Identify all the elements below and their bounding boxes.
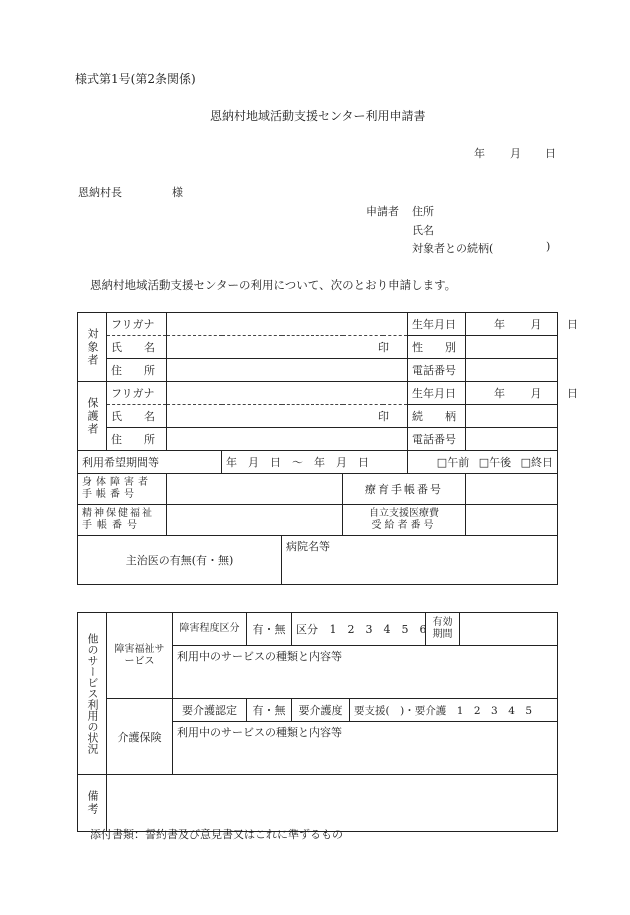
care-services-label: 利用中のサービスの種類と内容等 — [177, 726, 342, 739]
class-label: 区分 — [296, 623, 318, 636]
care-services-field[interactable] — [173, 722, 558, 775]
mental-book-line2: 手帳番号 — [82, 520, 142, 531]
month-mark: 月 — [530, 387, 542, 400]
year-mark: 年 — [494, 318, 506, 331]
day-mark: 日 — [567, 318, 579, 331]
care-level-label: 要介護度 — [292, 699, 350, 722]
guardian-address-field[interactable] — [167, 428, 408, 451]
guardian-section-label: 保護者 — [78, 382, 107, 451]
support-level-field[interactable]: 要支援( )・要介護 1 2 3 4 5 — [350, 699, 558, 722]
care-insurance-label: 介護保険 — [107, 699, 173, 775]
services-table — [77, 612, 558, 832]
disability-book-label — [78, 474, 167, 505]
applicant-address-label: 住所 — [412, 205, 434, 218]
mental-book-line1: 精神保健福祉 — [82, 508, 154, 519]
subject-address-label: 住 所 — [107, 359, 167, 382]
subject-birthdate-label: 生年月日 — [408, 313, 466, 336]
medical-line2: 受給者番号 — [371, 520, 437, 531]
guardian-relation-field[interactable] — [466, 405, 558, 428]
guardian-furigana-label: フリガナ — [107, 382, 167, 405]
hospital-field[interactable] — [282, 536, 558, 585]
subject-gender-label: 性 別 — [408, 336, 466, 359]
disability-level-label: 障害程度区分 — [173, 613, 247, 646]
allday-checkbox[interactable]: □ 終日 — [521, 456, 553, 469]
am-checkbox[interactable]: □ 午前 — [437, 456, 469, 469]
guardian-birthdate-label: 生年月日 — [408, 382, 466, 405]
date-month: 月 — [510, 147, 521, 160]
welfare-label: 障害福祉サービス — [107, 613, 173, 699]
addressee: 恩納村長 — [78, 186, 122, 199]
intro-text: 恩納村地域活動支援センターの利用について、次のとおり申請します。 — [90, 278, 457, 292]
guardian-phone-label: 電話番号 — [408, 428, 466, 451]
relation-close: ) — [546, 240, 551, 253]
subject-name-label: 氏 名 — [107, 336, 167, 359]
form-number: 様式第1号(第2条関係) — [75, 72, 196, 86]
applicant-label: 申請者 — [366, 205, 399, 218]
medical-label — [343, 505, 466, 536]
subject-furigana-field[interactable] — [167, 313, 408, 336]
doctor-label: 主治医の有無(有・無) — [78, 536, 282, 585]
welfare-services-label: 利用中のサービスの種類と内容等 — [177, 650, 342, 663]
mental-book-field[interactable] — [167, 505, 343, 536]
subject-phone-label: 電話番号 — [408, 359, 466, 382]
care-cert-label: 要介護認定 — [173, 699, 247, 722]
valid-period-field[interactable] — [460, 613, 558, 646]
date-day: 日 — [545, 147, 556, 160]
medical-field[interactable] — [466, 505, 558, 536]
rehab-book-label: 療育手帳番号 — [343, 474, 466, 505]
subject-gender-field[interactable] — [466, 336, 558, 359]
valid-period-label: 有効期間 — [426, 613, 460, 646]
day-mark: 日 — [567, 387, 579, 400]
honorific: 様 — [172, 186, 183, 199]
guardian-furigana-field[interactable] — [167, 382, 408, 405]
time-options — [408, 451, 558, 474]
class-field[interactable] — [292, 613, 426, 646]
medical-line1: 自立支援医療費 — [369, 508, 439, 519]
care-yes-no[interactable]: 有・無 — [247, 699, 292, 722]
subject-section-label: 対象者 — [78, 313, 107, 382]
application-table — [77, 312, 579, 585]
hospital-label: 病院名等 — [286, 540, 330, 553]
seal-mark: 印 — [378, 410, 390, 423]
remarks-field[interactable] — [107, 775, 558, 832]
guardian-birthdate-field[interactable] — [466, 382, 579, 405]
welfare-services-field[interactable] — [173, 646, 558, 699]
guardian-name-label: 氏 名 — [107, 405, 167, 428]
month-mark: 月 — [530, 318, 542, 331]
rehab-book-field[interactable] — [466, 474, 558, 505]
other-services-label: 他のサービス利用の状況 — [78, 613, 107, 775]
usage-period-label: 利用希望期間等 — [78, 451, 222, 474]
subject-phone-field[interactable] — [466, 359, 558, 382]
remarks-label: 備考 — [78, 775, 107, 832]
subject-name-field[interactable] — [167, 336, 408, 359]
disability-book-field[interactable] — [167, 474, 343, 505]
subject-address-field[interactable] — [167, 359, 408, 382]
guardian-name-field[interactable] — [167, 405, 408, 428]
date-year: 年 — [474, 147, 485, 160]
class-values: 1 2 3 4 5 6 — [329, 623, 427, 636]
attachments-note: 添付書類：誓約書及び意見書又はこれに準ずるもの — [90, 828, 343, 841]
subject-birthdate-field[interactable] — [466, 313, 579, 336]
relation-label: 対象者との続柄( — [412, 242, 494, 255]
year-mark: 年 — [494, 387, 506, 400]
seal-mark: 印 — [378, 341, 390, 354]
applicant-name-label: 氏名 — [412, 224, 434, 237]
subject-furigana-label: フリガナ — [107, 313, 167, 336]
guardian-address-label: 住 所 — [107, 428, 167, 451]
guardian-relation-label: 続 柄 — [408, 405, 466, 428]
welfare-yes-no[interactable]: 有・無 — [247, 613, 292, 646]
disability-book-line2: 手帳番号 — [82, 489, 138, 500]
guardian-phone-field[interactable] — [466, 428, 558, 451]
disability-book-line1: 身体障害者 — [82, 477, 152, 488]
mental-book-label — [78, 505, 167, 536]
pm-checkbox[interactable]: □ 午後 — [479, 456, 511, 469]
document-title: 恩納村地域活動支援センター利用申請書 — [210, 109, 426, 123]
usage-period-field[interactable]: 年 月 日 ～ 年 月 日 — [222, 451, 408, 474]
